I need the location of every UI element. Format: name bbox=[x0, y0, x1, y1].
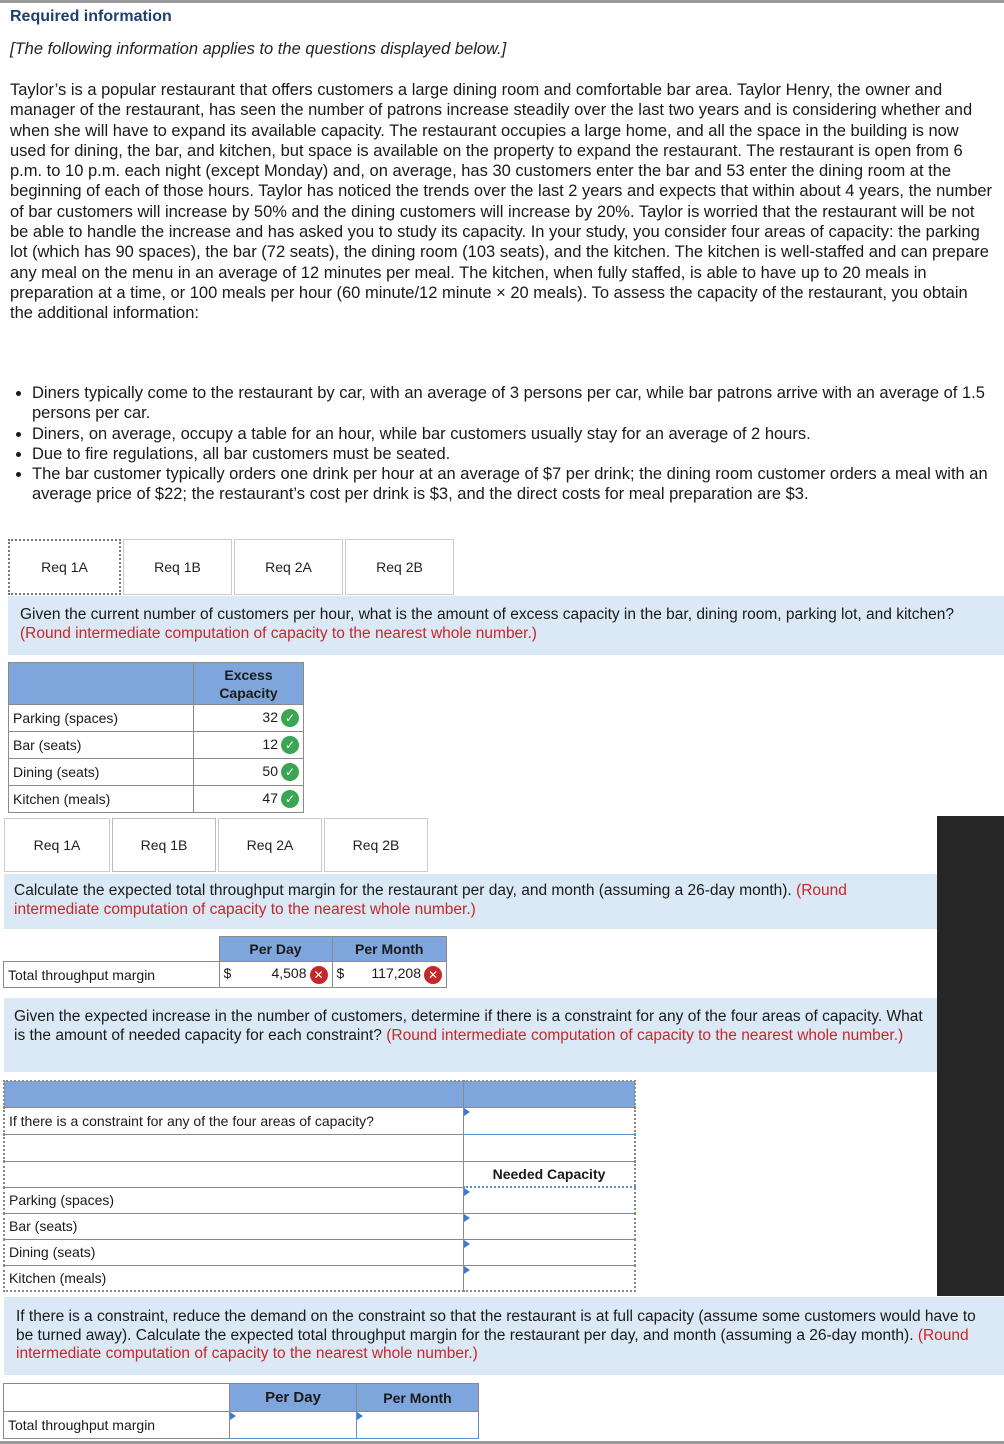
value: 4,508 bbox=[271, 965, 307, 982]
instruction-note: [The following information applies to the questions displayed below.] bbox=[10, 40, 507, 58]
needed-capacity-header: Needed Capacity bbox=[464, 1161, 636, 1187]
tab-req-1b[interactable]: Req 1B bbox=[112, 818, 216, 872]
excess-value-cell[interactable] bbox=[194, 786, 304, 813]
tab-req-1a[interactable]: Req 1A bbox=[4, 818, 110, 872]
per-month-input[interactable] bbox=[357, 1412, 479, 1439]
table-row bbox=[9, 705, 304, 732]
row-label: Dining (seats) bbox=[9, 759, 194, 786]
spacer-cell bbox=[4, 1134, 464, 1161]
row-label: Kitchen (meals) bbox=[4, 1265, 464, 1291]
question-1a bbox=[8, 596, 1004, 655]
tab-req-2a[interactable]: Req 2A bbox=[218, 818, 322, 872]
question-1b-text: Calculate the expected total throughput margin for the restaurant per day, and month (assuming a 26-day month). bbox=[14, 882, 792, 899]
bullet-item: • Diners typically come to the restaurant by car, with an average of 3 persons per car, while bar patrons arrive with an average of 1.5 persons per car. bbox=[32, 383, 1004, 424]
question-2b-hint: (Round intermediate computation of capacity to the nearest whole number.) bbox=[16, 1326, 969, 1362]
per-day-cell[interactable] bbox=[219, 962, 332, 988]
per-day-input[interactable] bbox=[230, 1412, 357, 1439]
check-icon: ✓ bbox=[281, 790, 299, 808]
per-month-cell[interactable] bbox=[332, 962, 447, 988]
check-icon: ✓ bbox=[281, 763, 299, 781]
tab-req-1a[interactable]: Req 1A bbox=[8, 539, 121, 595]
question-2b bbox=[4, 1297, 1004, 1375]
value: 117,208 bbox=[371, 965, 421, 982]
header-cell bbox=[464, 1081, 636, 1107]
bar-needed-input[interactable] bbox=[464, 1213, 636, 1239]
table-corner bbox=[4, 1384, 230, 1412]
question-2a bbox=[4, 998, 937, 1072]
per-day-header: Per Day bbox=[230, 1384, 357, 1412]
row-label: Total throughput margin bbox=[4, 962, 220, 988]
header-cell bbox=[4, 1081, 464, 1107]
x-icon: ✕ bbox=[310, 966, 328, 984]
spacer-cell bbox=[464, 1134, 636, 1161]
question-2b-text: If there is a constraint, reduce the demand on the constraint so that the restaurant is at full capacity (assume some customers would have to be turned away). Calculate the expected total throughput margin for the restaurant per day, and month (assuming a 26-day month). bbox=[16, 1308, 976, 1344]
bullet-item: • Diners, on average, occupy a table for an hour, while bar customers usually stay for an average of 2 hours. bbox=[32, 424, 1004, 444]
throughput-table-2b bbox=[3, 1383, 479, 1439]
info-bullets bbox=[10, 383, 1004, 505]
tab-req-2b[interactable]: Req 2B bbox=[345, 539, 454, 595]
dining-needed-input[interactable] bbox=[464, 1239, 636, 1265]
section-title: Required information bbox=[10, 8, 172, 25]
table-row bbox=[4, 1107, 635, 1134]
row-label: Dining (seats) bbox=[4, 1239, 464, 1265]
row-label: Bar (seats) bbox=[9, 732, 194, 759]
intro-paragraph: Taylor’s is a popular restaurant that offers customers a large dining room and comfortable bar area. Taylor Henry, the owner and manager of the restaurant, has seen the number of patrons increase steadily over the last two years and is considering whether and when she will have to expand its available capacity. The restaurant occupies a large home, and all the space in the building is now used for dining, the bar, and kitchen, but space is available on the property to expand the restaurant. The restaurant is open from 6 p.m. to 10 p.m. each night (except Monday) and, on average, has 30 customers enter the bar and 53 enter the dining room at the beginning of each of those hours. Taylor has noticed the trends over the last 2 years and expects that within about 4 years, the number of bar customers will increase by 50% and the dining customers will increase by 20%. Taylor is worried that the restaurant will be not be able to handle the increase and has asked you to study its capacity. In your study, you consider four areas of capacity: the parking lot (which has 90 spaces), the bar (72 seats), the dining room (103 seats), and the kitchen. The kitchen is well-staffed and can prepare any meal on the menu in an average of 12 minutes per meal. The kitchen, when fully staffed, is able to have up to 20 meals in preparation at a time, or 100 meals per hour (60 minute/12 minute × 20 meals). To assess the capacity of the restaurant, you obtain the additional information: bbox=[10, 81, 993, 323]
excess-value-cell[interactable] bbox=[194, 732, 304, 759]
table-corner bbox=[9, 663, 194, 705]
table-row bbox=[4, 1187, 635, 1213]
spacer-cell bbox=[4, 1161, 464, 1187]
table-row bbox=[9, 732, 304, 759]
check-icon: ✓ bbox=[281, 709, 299, 727]
x-icon: ✕ bbox=[424, 966, 442, 984]
value: 12 bbox=[262, 735, 278, 752]
value: 50 bbox=[262, 762, 278, 779]
top-border bbox=[0, 0, 1004, 3]
per-month-header: Per Month bbox=[357, 1384, 479, 1412]
table-row bbox=[4, 962, 447, 988]
parking-needed-input[interactable] bbox=[464, 1187, 636, 1213]
table-row bbox=[9, 759, 304, 786]
excess-value-cell[interactable] bbox=[194, 759, 304, 786]
tab-bar-1 bbox=[8, 539, 456, 595]
question-2a-hint: (Round intermediate computation of capacity to the nearest whole number.) bbox=[386, 1026, 904, 1044]
excess-capacity-header: Excess Capacity bbox=[194, 663, 304, 705]
tab-req-1b[interactable]: Req 1B bbox=[123, 539, 232, 595]
currency-sign: $ bbox=[336, 965, 345, 982]
bullet-item: • Due to fire regulations, all bar customers must be seated. bbox=[32, 444, 1004, 464]
constraint-question: If there is a constraint for any of the four areas of capacity? bbox=[4, 1107, 464, 1134]
row-label: Total throughput margin bbox=[4, 1412, 230, 1439]
constraint-table bbox=[3, 1080, 636, 1292]
per-day-header: Per Day bbox=[219, 937, 332, 962]
table-row bbox=[4, 1265, 635, 1291]
scroll-panel bbox=[937, 816, 1004, 1296]
row-label: Parking (spaces) bbox=[9, 705, 194, 732]
table-corner bbox=[4, 937, 220, 962]
question-1a-text: Given the current number of customers per hour, what is the amount of excess capacity in the bar, dining room, parking lot, and kitchen? bbox=[20, 606, 954, 623]
question-2a-text: Given the expected increase in the number of customers, determine if there is a constraint for any of the four areas of capacity. What is the amount of needed capacity for each constraint? bbox=[14, 1008, 923, 1044]
per-month-header: Per Month bbox=[332, 937, 447, 962]
table-row bbox=[4, 1213, 635, 1239]
bullet-item: • The bar customer typically orders one drink per hour at an average of $7 per drink; the dining room customer orders a meal with an average price of $22; the restaurant’s cost per drink is $3, and the direct costs for meal preparation are $3. bbox=[32, 464, 1004, 505]
table-row bbox=[9, 786, 304, 813]
table-row bbox=[4, 1412, 479, 1439]
question-1b bbox=[4, 874, 937, 929]
kitchen-needed-input[interactable] bbox=[464, 1265, 636, 1291]
currency-sign: $ bbox=[223, 965, 232, 982]
throughput-table-1b bbox=[3, 936, 447, 988]
row-label: Bar (seats) bbox=[4, 1213, 464, 1239]
excess-value-cell[interactable] bbox=[194, 705, 304, 732]
excess-capacity-table bbox=[8, 662, 304, 813]
check-icon: ✓ bbox=[281, 736, 299, 754]
value: 32 bbox=[262, 708, 278, 725]
tab-req-2a[interactable]: Req 2A bbox=[234, 539, 343, 595]
value: 47 bbox=[262, 789, 278, 806]
tab-req-2b[interactable]: Req 2B bbox=[324, 818, 428, 872]
table-row bbox=[4, 1239, 635, 1265]
question-1b-hint: (Round intermediate computation of capacity to the nearest whole number.) bbox=[14, 882, 847, 918]
question-1a-hint: (Round intermediate computation of capacity to the nearest whole number.) bbox=[20, 624, 537, 642]
constraint-select[interactable] bbox=[464, 1107, 636, 1134]
row-label: Parking (spaces) bbox=[4, 1187, 464, 1213]
tab-bar-2 bbox=[4, 818, 430, 872]
row-label: Kitchen (meals) bbox=[9, 786, 194, 813]
